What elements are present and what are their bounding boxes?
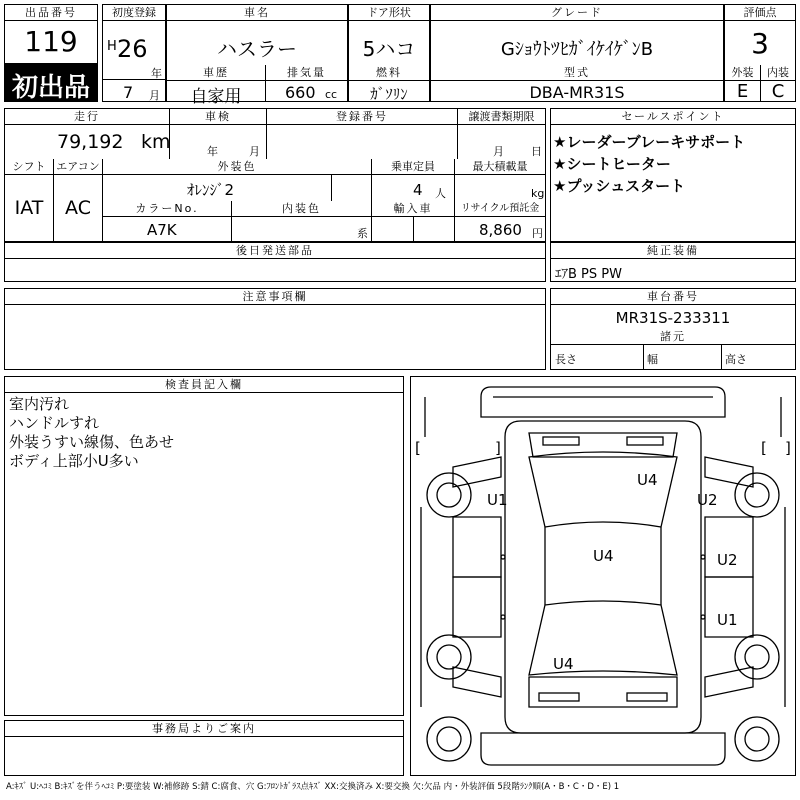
exterior-label: 外装 (725, 65, 760, 81)
history-value: 自家用 (190, 87, 242, 107)
legend-footer: A:ｷｽﾞ U:ﾍｺﾐ B:ｷｽﾞを伴うﾍｺﾐ P:要塗装 W:補修跡 S:錆 C:腐食、穴 G:ﾌﾛﾝﾄｶﾞﾗｽ点ｷｽﾞ XX:交換済み X:要交換 欠:欠品 内・外装評価 5段階ﾗﾝｸ順(A・B・C・D・E) 1 (6, 782, 620, 792)
car-name-box (166, 4, 348, 107)
ac-value: AC (65, 197, 91, 219)
later-parts-label: 後日発送部品 (5, 243, 545, 259)
damage-mark-roof: U4 (593, 547, 614, 565)
history-label: 車歴 (167, 65, 265, 81)
intcolor-unit: 系 (357, 227, 368, 240)
damage-mark-right-rear-door: U1 (717, 611, 738, 629)
genuine-label: 純正装備 (551, 243, 795, 259)
intcolor-label: 内装色 (232, 201, 371, 217)
inspection-month-unit: 月 (249, 145, 260, 158)
car-diagram (410, 376, 796, 776)
displacement-value: 660 (285, 83, 316, 102)
office-label: 事務局よりご案内 (5, 721, 403, 737)
width-label: 幅 (647, 353, 658, 366)
reg-month: 7 (123, 83, 134, 102)
model-value: DBA-MR31S (529, 83, 625, 102)
sales-points-box (550, 108, 796, 242)
dims-label: 諸元 (551, 329, 795, 345)
model-label: 型式 (431, 65, 723, 81)
colorno-label: カラーNo. (103, 201, 231, 217)
chassis-number: MR31S-233311 (615, 309, 731, 327)
car-outline-diagram (411, 377, 795, 775)
office-notice-box (4, 720, 404, 776)
capacity-label: 乗車定員 (372, 159, 454, 175)
era: H (107, 39, 117, 54)
lot-number: 119 (24, 25, 78, 58)
sales-point-2: ★シートヒーター (553, 155, 671, 173)
lot-box (4, 4, 98, 64)
interior-grade: C (771, 81, 785, 102)
reg-year: 26 (117, 35, 148, 63)
door-value: 5ハコ (362, 37, 416, 61)
load-label: 最大積載量 (455, 159, 545, 175)
first-listing-badge (4, 64, 98, 102)
mileage-unit: km (141, 131, 171, 153)
bracket-right-top-close: ] (785, 439, 791, 457)
inspector-note-1: 室内汚れ (9, 395, 70, 413)
inspection-label: 車検 (170, 109, 266, 125)
bracket-left-top-close: ] (495, 439, 501, 457)
ac-label: エアコン (54, 159, 102, 175)
genuine-equipment-box (550, 242, 796, 282)
inspector-note-2: ハンドルすれ (9, 414, 100, 432)
damage-mark-left-front: U1 (487, 491, 508, 509)
registration-label: 初度登録 (103, 5, 165, 21)
shift-label: シフト (5, 159, 53, 175)
door-box (348, 4, 430, 102)
inspector-notes-box (4, 376, 404, 716)
color-label: 外装色 (103, 159, 371, 175)
inspector-label: 検査員記入欄 (5, 377, 403, 393)
colorno-value: A7K (147, 221, 177, 239)
car-name-label: 車名 (167, 5, 347, 21)
vehicle-info-table (4, 108, 546, 242)
inspector-note-4: ボディ上部小U多い (9, 452, 139, 470)
transfer-label: 譲渡書類期限 (458, 109, 545, 125)
chassis-box (550, 288, 796, 370)
genuine-value: ｴｱB PS PW (555, 267, 622, 282)
month-unit: 月 (149, 89, 160, 102)
capacity-unit: 人 (435, 187, 446, 200)
year-unit: 年 (151, 67, 162, 80)
caution-box (4, 288, 546, 370)
lot-label: 出品番号 (5, 5, 97, 21)
score-label: 評価点 (725, 5, 795, 21)
recycle-label: リサイクル預託金 (455, 201, 545, 217)
sales-label: セールスポイント (551, 109, 795, 125)
import-label: 輸入車 (372, 201, 454, 217)
length-label: 長さ (555, 353, 577, 366)
door-label: ドア形状 (349, 5, 429, 21)
inspector-note-3: 外装うすい線傷、色あせ (9, 433, 175, 451)
damage-mark-right-front: U2 (697, 491, 718, 509)
fuel-label: 燃料 (349, 65, 429, 81)
load-unit: kg (531, 187, 545, 200)
fuel-value: ｶﾞｿﾘﾝ (370, 85, 408, 103)
grade-label: グレード (431, 5, 723, 21)
interior-label: 内装 (761, 65, 795, 81)
sales-point-1: ★レーダーブレーキサポート (553, 133, 746, 151)
later-parts-box (4, 242, 546, 282)
damage-mark-right-door: U2 (717, 551, 738, 569)
recycle-unit: 円 (532, 227, 543, 240)
damage-mark-rear: U4 (553, 655, 574, 673)
score-value: 3 (751, 27, 769, 60)
shift-value: IAT (14, 197, 44, 219)
exterior-grade: E (736, 81, 749, 102)
transfer-month: 月 (493, 145, 504, 158)
height-label: 高さ (725, 353, 747, 366)
caution-label: 注意事項欄 (5, 289, 545, 305)
registration-box (102, 4, 166, 102)
capacity-value: 4 (413, 181, 423, 199)
regno-label: 登録番号 (267, 109, 457, 125)
chassis-label: 車台番号 (551, 289, 795, 305)
displacement-unit: cc (325, 88, 338, 101)
bracket-left-top: [ (415, 439, 421, 457)
sales-point-3: ★プッシュスタート (553, 177, 686, 195)
color-value: ｵﾚﾝｼﾞ2 (187, 181, 235, 199)
grade-box (430, 4, 724, 102)
displacement-label: 排気量 (266, 65, 347, 81)
score-box (724, 4, 796, 102)
inspection-year-unit: 年 (207, 145, 218, 158)
car-name: ハスラー (217, 37, 297, 61)
recycle-value: 8,860 (479, 221, 522, 239)
grade-value: GｼｮｳﾄﾂﾋｶﾞｲｹｲｹﾞﾝB (500, 39, 654, 60)
damage-mark-hood: U4 (637, 471, 658, 489)
mileage-value: 79,192 (57, 131, 124, 153)
bracket-right-top: [ (761, 439, 767, 457)
transfer-day: 日 (531, 145, 542, 158)
mileage-label: 走行 (5, 109, 169, 125)
first-listing-text: 初出品 (11, 73, 90, 103)
